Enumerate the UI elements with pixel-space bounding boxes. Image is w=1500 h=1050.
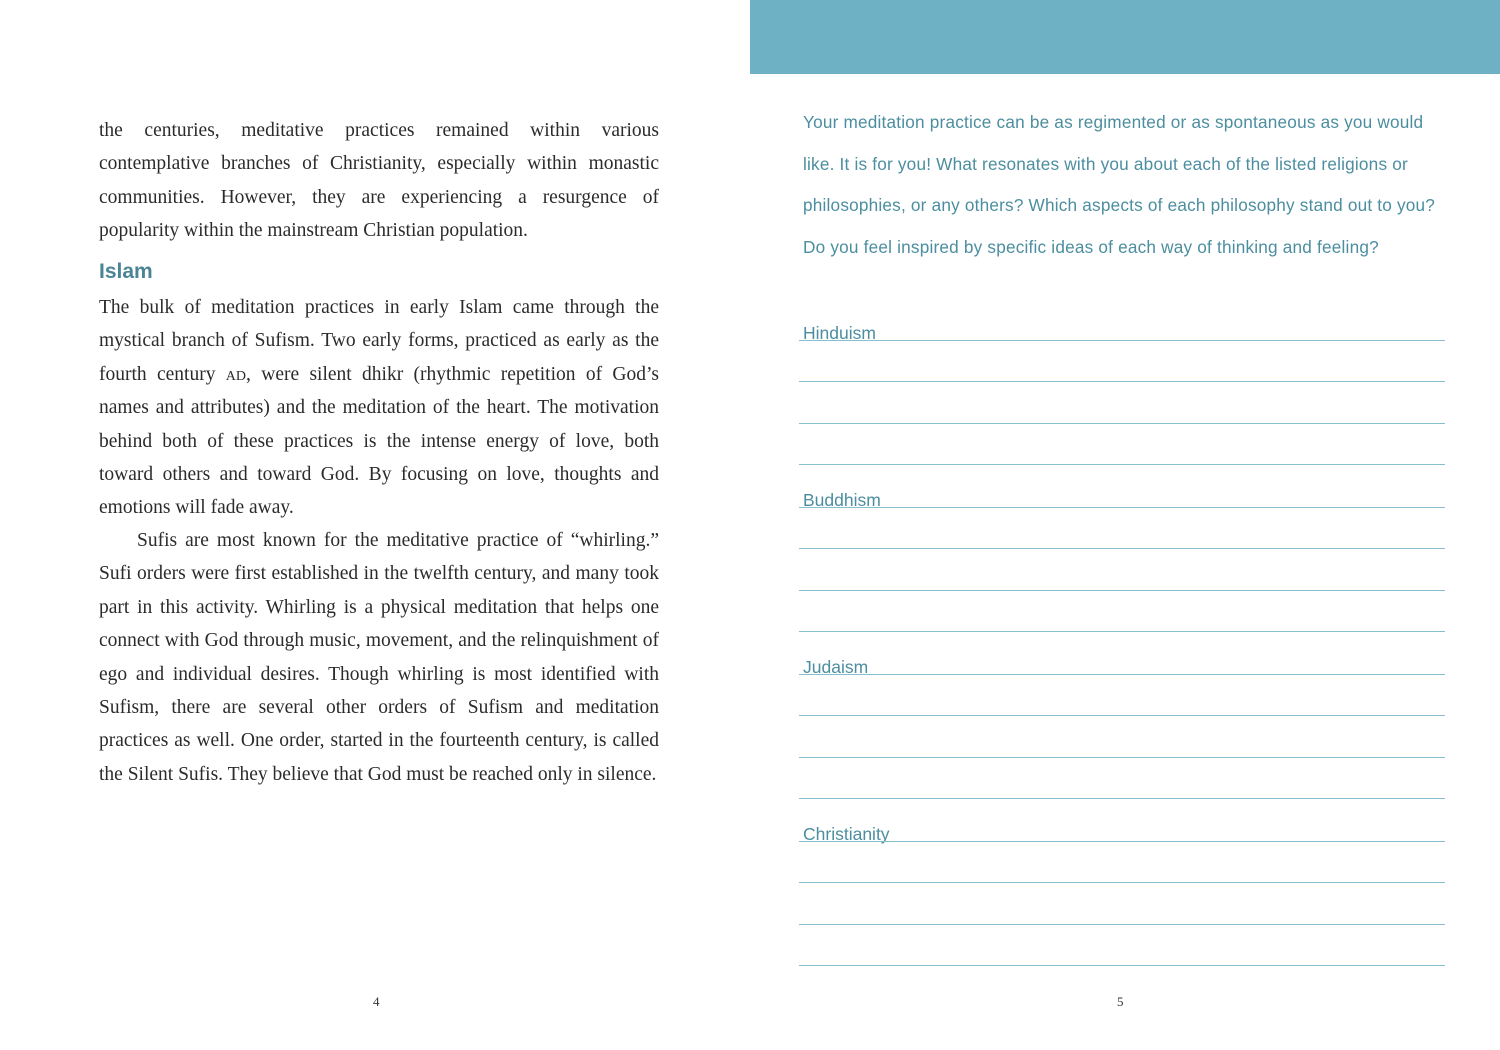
section-label: Hinduism <box>803 323 876 343</box>
writing-line[interactable] <box>799 965 1445 966</box>
islam-paragraph <box>99 291 659 525</box>
section-label: Judaism <box>803 657 869 677</box>
page-number-right: 5 <box>1117 994 1124 1009</box>
writing-line[interactable] <box>799 548 1445 549</box>
writing-line[interactable] <box>799 381 1445 382</box>
writing-line[interactable] <box>799 674 1445 675</box>
section-heading-islam: Islam <box>99 260 153 283</box>
header-band <box>750 0 1500 74</box>
writing-line[interactable] <box>799 841 1445 842</box>
writing-line[interactable] <box>799 757 1445 758</box>
journal-prompt: Your meditation practice can be as regimented or as spontaneous as you would like. It is for you! What resonates with you about each of the listed religions or philosophies, or any others? Which aspects of each philosophy stand out to you? Do you feel inspired by specific ideas of each way of thinking and feeling? <box>803 112 1436 257</box>
islam-paragraph-text-end: , were silent dhikr (rhythmic repetition of God’s names and attributes) and the meditation of the heart. The motivation behind both of these practices is the intense energy of love, both toward others and toward God. By focusing on love, thoughts and emotions will fade away. <box>99 363 659 519</box>
writing-line[interactable] <box>799 590 1445 591</box>
writing-line[interactable] <box>799 340 1445 341</box>
islam-paragraph-text-start: The bulk of meditation practices in early Islam came through the mystical branch of Sufism. Two early forms, practiced as early as the fourth century <box>99 297 659 385</box>
writing-line[interactable] <box>799 798 1445 799</box>
writing-line[interactable] <box>799 464 1445 465</box>
writing-line[interactable] <box>799 882 1445 883</box>
writing-line[interactable] <box>799 631 1445 632</box>
section-label: Buddhism <box>803 490 881 510</box>
writing-line[interactable] <box>799 924 1445 925</box>
era-abbreviation: ad <box>225 363 247 385</box>
writing-line[interactable] <box>799 715 1445 716</box>
right-page <box>750 0 1500 1050</box>
writing-line[interactable] <box>799 507 1445 508</box>
page-number-left: 4 <box>373 994 380 1009</box>
section-label: Christianity <box>803 824 890 844</box>
writing-line[interactable] <box>799 423 1445 424</box>
intro-paragraph: the centuries, meditative practices remained within various contemplative branches of Christianity, especially within monastic communities. However, they are experiencing a resurgence of popularity within the mainstream Christian population. <box>99 120 659 242</box>
sufis-paragraph: Sufis are most known for the meditative practice of “whirling.” Sufi orders were first established in the twelfth century, and many took part in this activity. Whirling is a physical meditation that helps one connect with God through music, movement, and the relinquishment of ego and individual desires. Though whirling is most identified with Sufism, there are several other orders of Sufism and meditation practices as well. One order, started in the fourteenth century, is called the Silent Sufis. They believe that God must be reached only in silence. <box>99 530 659 785</box>
